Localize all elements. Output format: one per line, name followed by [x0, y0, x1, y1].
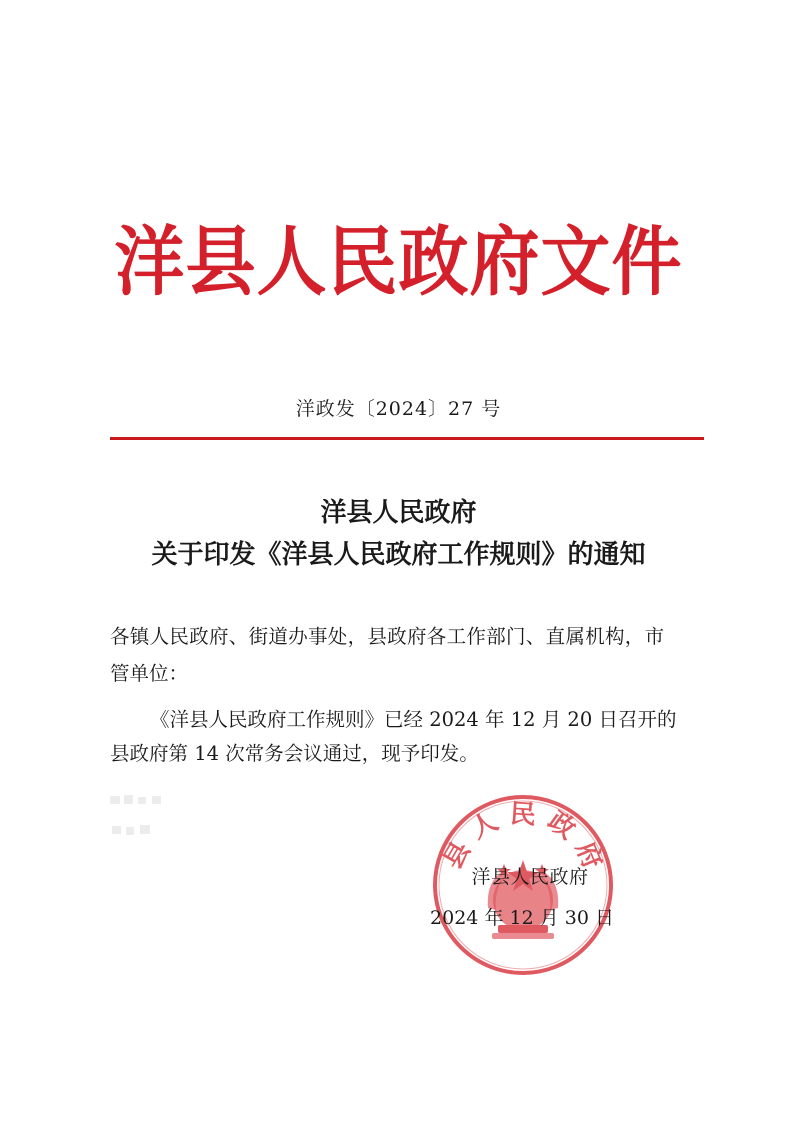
faint-scan-marks — [108, 792, 198, 852]
salutation-line-1: 各镇人民政府、街道办事处，县政府各工作部门、直属机构，市 — [110, 625, 665, 648]
title-line-issuer: 洋县人民政府 — [320, 498, 477, 528]
title-line-subject: 关于印发《洋县人民政府工作规则》的通知 — [151, 540, 646, 570]
issue-date: 2024 年 12 月 30 日 — [430, 907, 614, 929]
issuer-signature: 洋县人民政府 — [471, 866, 589, 888]
masthead-title: 洋县人民政府文件 — [114, 216, 683, 307]
body-paragraph-line-1: 《洋县人民政府工作规则》已经 2024 年 12 月 20 日召开的 — [150, 708, 677, 731]
seal-arc-text: 县人民政府 — [437, 798, 612, 883]
salutation-line-2: 管单位： — [110, 662, 189, 685]
notice-title — [0, 492, 797, 576]
body-paragraph-line-2: 县政府第 14 次常务会议通过，现予印发。 — [110, 742, 479, 765]
red-separator-rule — [110, 437, 704, 440]
document-number: 洋政发〔2024〕27 号 — [295, 398, 502, 420]
